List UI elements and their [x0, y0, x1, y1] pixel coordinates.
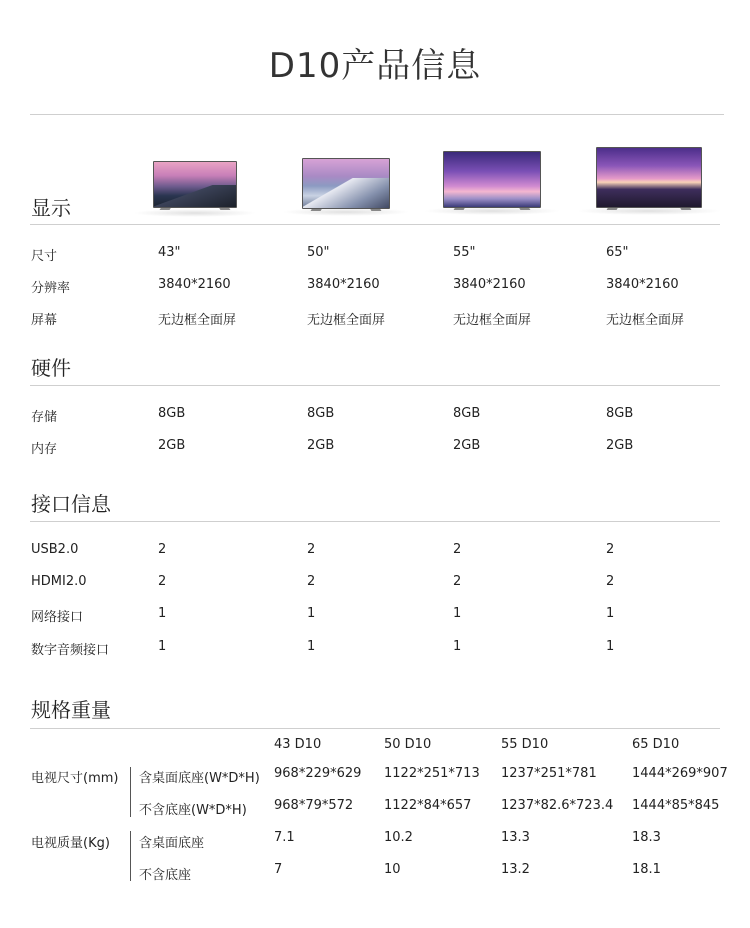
row-resolution-value: 3840*2160 — [158, 277, 231, 292]
spec-row-value: 968*79*572 — [274, 798, 354, 813]
row-size-value: 50" — [307, 245, 330, 260]
row-size-value: 65" — [606, 245, 629, 260]
spec-group-weight-bar — [130, 831, 131, 881]
section-ports-divider — [30, 521, 720, 522]
row-memory-value: 2GB — [453, 438, 481, 453]
row-storage-value: 8GB — [158, 406, 186, 421]
row-screen-label: 屏幕 — [31, 313, 58, 328]
spec-row-value: 7.1 — [274, 830, 295, 845]
section-hardware-divider — [30, 385, 720, 386]
tv-50-image — [302, 158, 390, 216]
spec-model-header: 43 D10 — [274, 737, 322, 752]
row-resolution-value: 3840*2160 — [307, 277, 380, 292]
row-size-value: 43" — [158, 245, 181, 260]
row-hdmi-value: 2 — [307, 574, 316, 589]
row-storage-value: 8GB — [606, 406, 634, 421]
row-memory-value: 2GB — [606, 438, 634, 453]
spec-row-value: 10 — [384, 862, 401, 877]
row-hdmi-label: HDMI2.0 — [31, 574, 87, 589]
row-network-value: 1 — [307, 606, 316, 621]
spec-row-value: 1122*84*657 — [384, 798, 472, 813]
row-screen-value: 无边框全面屏 — [158, 313, 237, 328]
spec-row-value: 1122*251*713 — [384, 766, 480, 781]
row-audio-value: 1 — [606, 639, 615, 654]
spec-row-value: 1237*82.6*723.4 — [501, 798, 614, 813]
section-specs-heading: 规格重量 — [31, 698, 111, 722]
row-usb-value: 2 — [158, 542, 167, 557]
row-memory-label: 内存 — [31, 442, 58, 457]
section-ports-heading: 接口信息 — [31, 492, 111, 516]
row-audio-value: 1 — [453, 639, 462, 654]
section-display-divider — [30, 224, 720, 225]
spec-model-header: 50 D10 — [384, 737, 432, 752]
spec-row-label: 不含底座(W*D*H) — [139, 803, 247, 818]
spec-group-size-label: 电视尺寸(mm) — [31, 771, 119, 786]
spec-row-value: 1444*269*907 — [632, 766, 728, 781]
row-usb-value: 2 — [307, 542, 316, 557]
spec-row-label: 不含底座 — [139, 868, 192, 883]
spec-row-value: 1237*251*781 — [501, 766, 597, 781]
row-usb-value: 2 — [453, 542, 462, 557]
spec-row-label: 含桌面底座(W*D*H) — [139, 771, 260, 786]
spec-row-value: 13.3 — [501, 830, 530, 845]
spec-row-value: 18.1 — [632, 862, 661, 877]
row-resolution-value: 3840*2160 — [453, 277, 526, 292]
row-resolution-value: 3840*2160 — [606, 277, 679, 292]
row-hdmi-value: 2 — [158, 574, 167, 589]
spec-group-size-bar — [130, 767, 131, 817]
row-resolution-label: 分辨率 — [31, 281, 71, 296]
spec-model-header: 65 D10 — [632, 737, 680, 752]
spec-row-value: 10.2 — [384, 830, 413, 845]
section-specs-divider — [30, 728, 720, 729]
section-display-heading: 显示 — [31, 196, 71, 220]
row-memory-value: 2GB — [307, 438, 335, 453]
spec-row-value: 1444*85*845 — [632, 798, 720, 813]
tv-65-image — [596, 147, 702, 215]
tv-55-image — [443, 151, 541, 215]
row-audio-value: 1 — [158, 639, 167, 654]
page-title: D10产品信息 — [268, 46, 482, 86]
row-screen-value: 无边框全面屏 — [606, 313, 685, 328]
row-network-value: 1 — [453, 606, 462, 621]
row-memory-value: 2GB — [158, 438, 186, 453]
spec-model-header: 55 D10 — [501, 737, 549, 752]
spec-group-weight-label: 电视质量(Kg) — [31, 836, 110, 851]
spec-row-label: 含桌面底座 — [139, 836, 205, 851]
row-network-value: 1 — [606, 606, 615, 621]
row-storage-value: 8GB — [453, 406, 481, 421]
row-size-value: 55" — [453, 245, 476, 260]
spec-row-value: 18.3 — [632, 830, 661, 845]
row-screen-value: 无边框全面屏 — [307, 313, 386, 328]
title-divider — [30, 114, 724, 115]
row-storage-value: 8GB — [307, 406, 335, 421]
spec-row-value: 13.2 — [501, 862, 530, 877]
tv-43-image — [153, 161, 237, 217]
row-storage-label: 存储 — [31, 410, 58, 425]
spec-row-value: 7 — [274, 862, 283, 877]
spec-row-value: 968*229*629 — [274, 766, 362, 781]
section-hardware-heading: 硬件 — [31, 356, 71, 380]
row-network-value: 1 — [158, 606, 167, 621]
row-usb-value: 2 — [606, 542, 615, 557]
row-audio-label: 数字音频接口 — [31, 643, 110, 658]
row-screen-value: 无边框全面屏 — [453, 313, 532, 328]
row-audio-value: 1 — [307, 639, 316, 654]
row-hdmi-value: 2 — [453, 574, 462, 589]
row-usb-label: USB2.0 — [31, 542, 79, 557]
row-hdmi-value: 2 — [606, 574, 615, 589]
row-network-label: 网络接口 — [31, 610, 84, 625]
row-size-label: 尺寸 — [31, 249, 58, 264]
